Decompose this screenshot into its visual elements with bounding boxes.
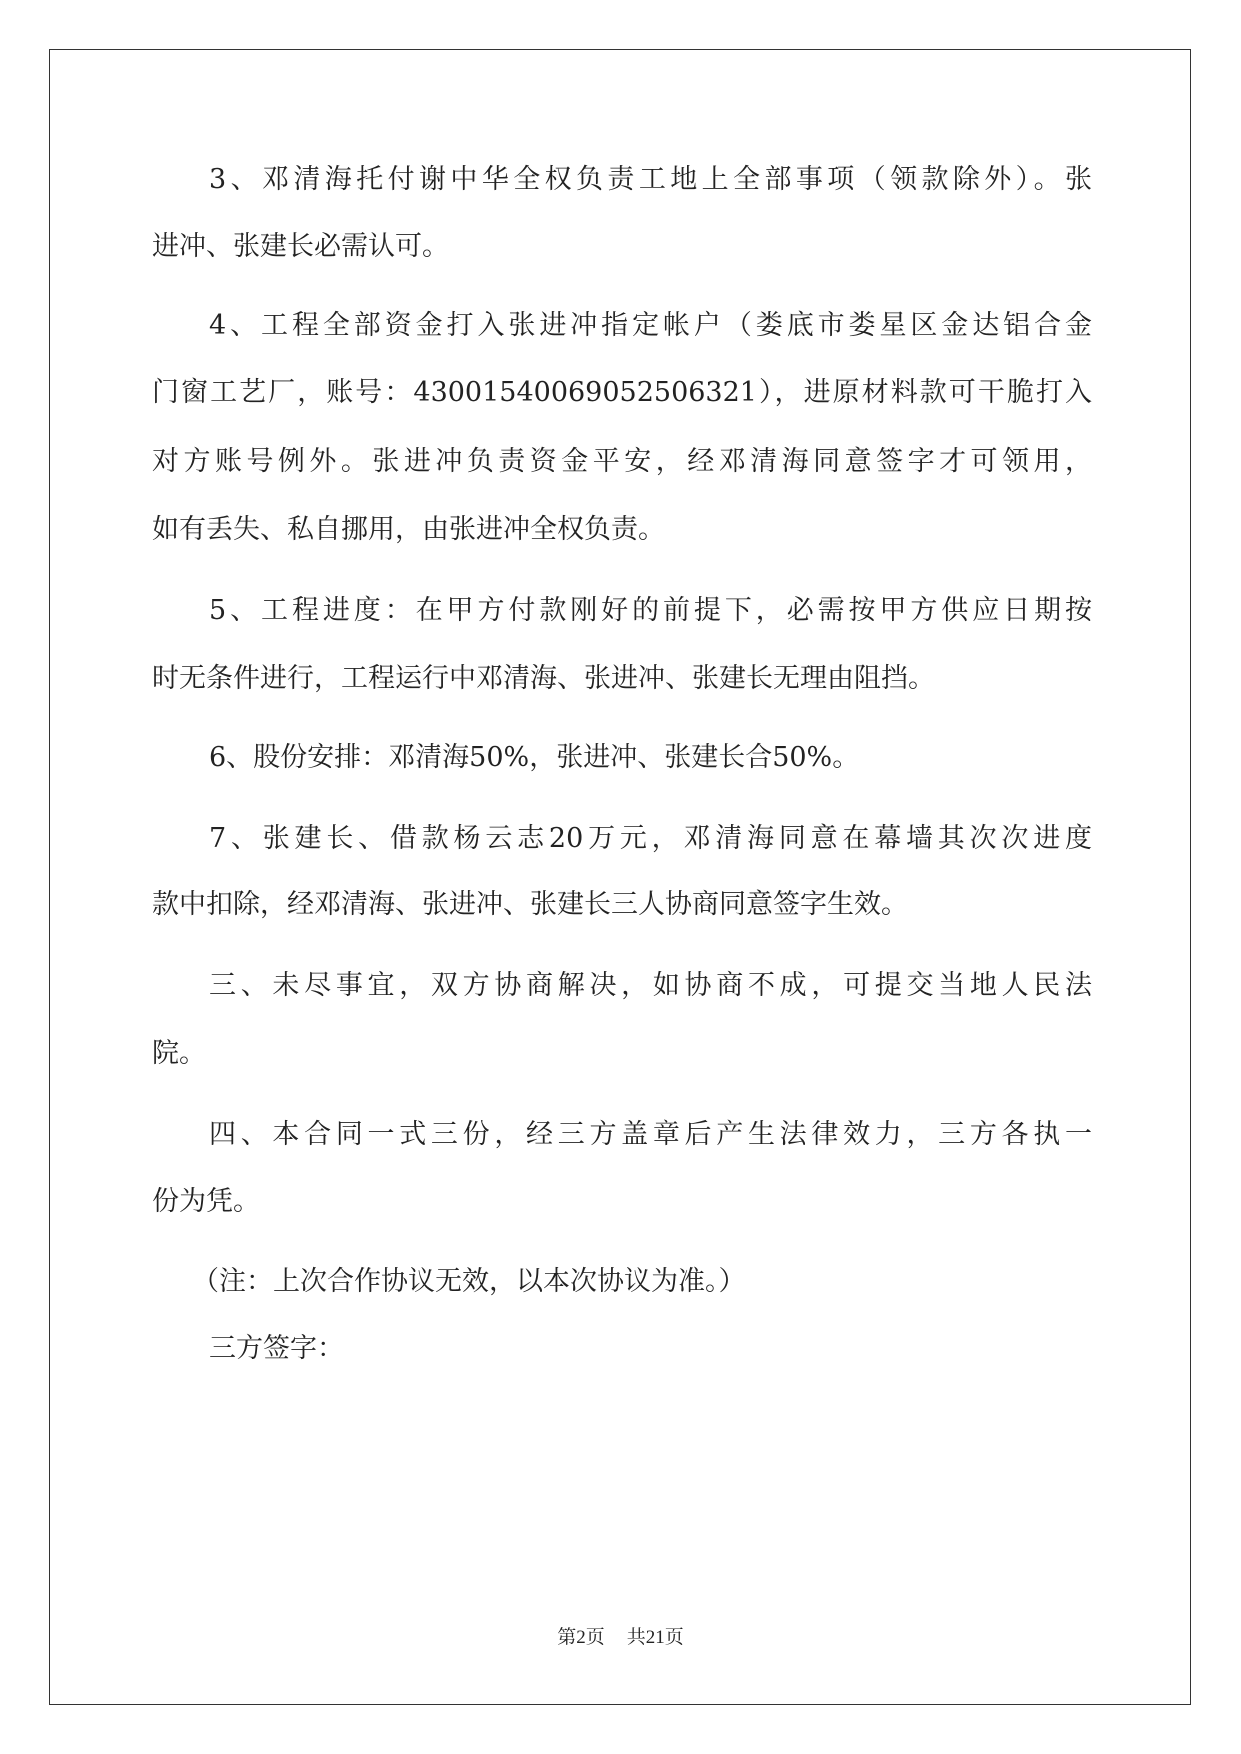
signature-label: 三方签字：	[209, 1333, 344, 1364]
paragraph-item-4-line-2: 门窗工艺厂，账号：43001540069052506321），进原材料款可干脆打入	[152, 377, 1092, 408]
note-line: （注：上次合作协议无效，以本次协议为准。）	[192, 1266, 746, 1297]
clause-four-line-1: 四、本合同一式三份，经三方盖章后产生法律效力，三方各执一	[209, 1119, 1092, 1150]
clause-four-line-2: 份为凭。	[152, 1186, 260, 1217]
clause-three-line-2: 院。	[152, 1038, 206, 1069]
paragraph-item-3-line-1: 3、邓清海托付谢中华全权负责工地上全部事项（领款除外）。张	[209, 164, 1092, 195]
paragraph-item-5-line-2: 时无条件进行，工程运行中邓清海、张进冲、张建长无理由阻挡。	[152, 663, 935, 694]
paragraph-item-3-line-2: 进冲、张建长必需认可。	[152, 231, 449, 262]
page-border	[49, 49, 1191, 1705]
page-total: 共21页	[626, 1627, 684, 1648]
clause-three-line-1: 三、未尽事宜，双方协商解决，如协商不成，可提交当地人民法	[209, 970, 1092, 1001]
paragraph-item-4-line-3: 对方账号例外。张进冲负责资金平安，经邓清海同意签字才可领用，	[152, 446, 1092, 477]
paragraph-item-7-line-1: 7、张建长、借款杨云志20万元，邓清海同意在幕墙其次次进度	[209, 823, 1092, 854]
paragraph-item-7-line-2: 款中扣除，经邓清海、张进冲、张建长三人协商同意签字生效。	[152, 889, 908, 920]
paragraph-item-4-line-4: 如有丢失、私自挪用，由张进冲全权负责。	[152, 514, 665, 545]
paragraph-item-4-line-1: 4、工程全部资金打入张进冲指定帐户（娄底市娄星区金达铝合金	[209, 310, 1092, 341]
page-footer	[0, 1622, 1241, 1649]
paragraph-item-6: 6、股份安排：邓清海50%，张进冲、张建长合50%。	[209, 742, 860, 773]
paragraph-item-5-line-1: 5、工程进度：在甲方付款刚好的前提下，必需按甲方供应日期按	[209, 595, 1092, 626]
page-number: 第2页	[557, 1627, 605, 1648]
